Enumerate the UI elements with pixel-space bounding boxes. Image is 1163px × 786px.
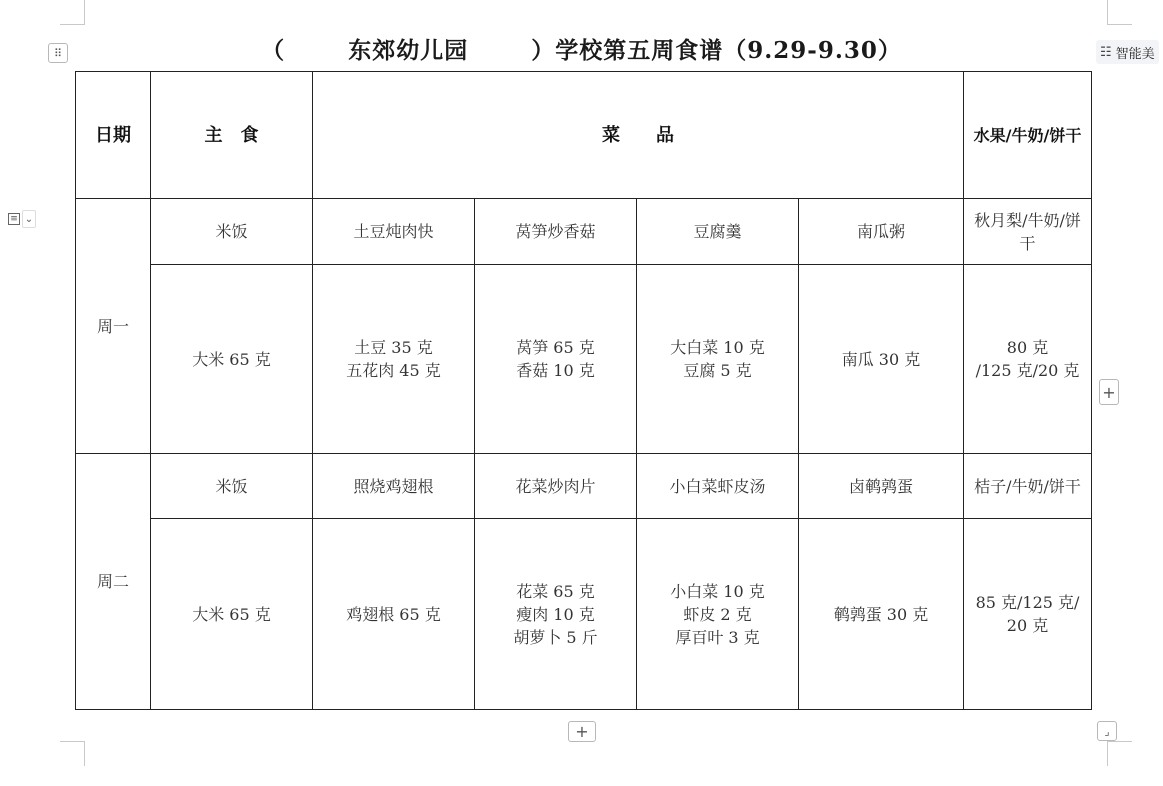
row-menu-handle[interactable] [8,210,36,228]
table-resize-icon[interactable]: ⌟ [1097,721,1117,741]
amount-line: 鹌鹑蛋 30 克 [833,604,929,624]
table-row [76,454,1092,519]
amount-line: 香菇 10 克 [516,361,595,380]
day-cell[interactable]: 周二 [76,454,151,710]
header-dishes: 菜 品 [313,72,964,199]
table-move-handle-icon[interactable]: ⠿ [48,43,68,63]
amount-line: 五花肉 45 克 [346,361,441,380]
menu-table [75,71,1092,710]
dish-amount-cell[interactable] [313,265,475,454]
dish-cell[interactable]: 卤鹌鹑蛋 [799,454,964,519]
amount-line: 虾皮 2 克 [683,604,752,624]
beautify-icon: ☷ [1100,44,1112,60]
dish-cell[interactable]: 莴笋炒香菇 [475,199,637,265]
add-row-button[interactable]: + [568,721,596,742]
document-title: （ 东郊幼儿园 ）学校第五周食谱（9.29-9.30） [261,37,902,64]
amount-line: 南瓜 30 克 [841,349,921,369]
amount-line: 花菜 65 克 [516,581,595,601]
page-corner-mark [60,741,85,766]
staple-amount-cell[interactable] [151,519,313,710]
dish-amount-cell[interactable] [799,265,964,454]
amount-line: 莴笋 65 克 [516,338,595,357]
amount-line: 小白菜 10 克 [670,581,765,601]
table-row [76,519,1092,710]
amount-line: 大米 65 克 [192,349,271,369]
staple-cell[interactable]: 米饭 [151,199,313,265]
fruit-amount-cell[interactable] [964,265,1092,454]
add-column-button[interactable]: + [1099,379,1119,405]
header-staple: 主 食 [151,72,313,199]
page-corner-mark [1107,0,1132,25]
amount-line: /125 克/20 克 [975,361,1080,380]
amount-line: 20 克 [1006,616,1049,635]
staple-amount-cell[interactable] [151,265,313,454]
dish-cell[interactable]: 小白菜虾皮汤 [637,454,799,519]
day-cell[interactable]: 周一 [76,199,151,454]
header-date: 日期 [76,72,151,199]
row-select-icon[interactable]: ≡ [8,213,20,225]
dish-amount-cell[interactable] [637,519,799,710]
table-row [76,199,1092,265]
amount-line: 胡萝卜 5 斤 [513,627,598,647]
dish-amount-cell[interactable] [799,519,964,710]
page-corner-mark [60,0,85,25]
dish-cell[interactable]: 花菜炒肉片 [475,454,637,519]
amount-line: 土豆 35 克 [354,338,433,357]
amount-line: 厚百叶 3 克 [675,627,760,647]
page-corner-mark [1107,741,1132,766]
fruit-cell[interactable]: 秋月梨/牛奶/饼干 [964,199,1092,265]
header-fruit: 水果/牛奶/饼干 [964,72,1092,199]
amount-line: 80 克 [1006,338,1049,357]
dish-amount-cell[interactable] [313,519,475,710]
fruit-amount-cell[interactable] [964,519,1092,710]
header-row [76,72,1092,199]
table-row [76,265,1092,454]
smart-beautify-label: 智能美 [1115,46,1155,62]
dish-cell[interactable]: 南瓜粥 [799,199,964,265]
chevron-down-icon[interactable]: ⌄ [22,210,36,228]
dish-amount-cell[interactable] [475,265,637,454]
dish-cell[interactable]: 豆腐羹 [637,199,799,265]
dish-amount-cell[interactable] [475,519,637,710]
amount-line: 大白菜 10 克 [670,338,765,357]
amount-line: 85 克/125 克/ [975,593,1080,612]
amount-line: 瘦肉 10 克 [516,604,595,624]
amount-line: 大米 65 克 [192,604,271,624]
fruit-cell[interactable]: 桔子/牛奶/饼干 [964,454,1092,519]
amount-line: 鸡翅根 65 克 [346,604,441,624]
dish-cell[interactable]: 照烧鸡翅根 [313,454,475,519]
dish-amount-cell[interactable] [637,265,799,454]
amount-line: 豆腐 5 克 [683,361,752,380]
dish-cell[interactable]: 土豆炖肉快 [313,199,475,265]
staple-cell[interactable]: 米饭 [151,454,313,519]
